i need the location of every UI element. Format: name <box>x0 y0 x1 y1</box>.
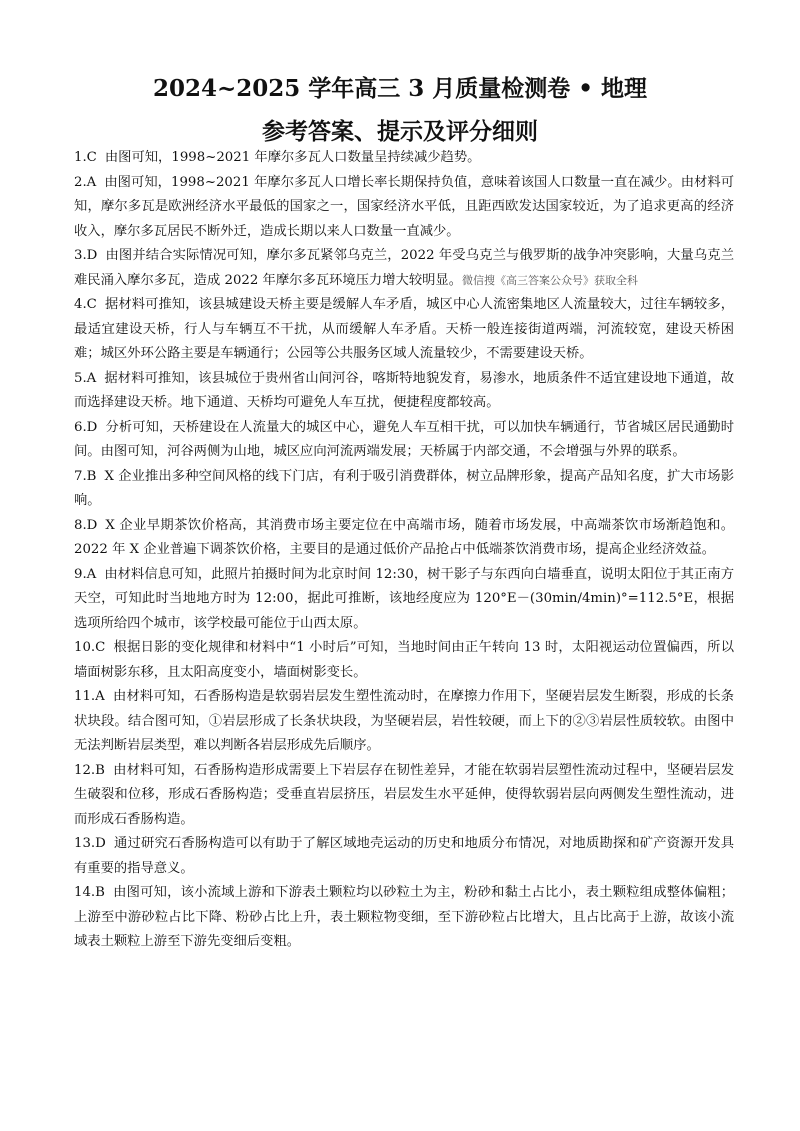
page-title: 2024~2025 学年高三 3 月质量检测卷 • 地理 <box>152 75 648 102</box>
watermark-text: 微信搜《高三答案公众号》获取全科 <box>462 273 639 287</box>
answer-list <box>74 146 734 955</box>
answer-label: 11.A <box>74 689 105 704</box>
answer-label: 6.D <box>74 419 98 435</box>
answer-explanation: 通过研究石香肠构造可以有助于了解区域地壳运动的历史和地质分布情况，对地质勘探和矿产资源开发具有重要的指导意义。 <box>74 836 734 876</box>
answer-label: 12.B <box>74 762 105 778</box>
answer-item-6 <box>74 416 734 465</box>
answer-label: 2.A <box>74 174 97 190</box>
answer-item-3 <box>74 244 734 293</box>
answer-explanation: 分析可知，天桥建设在人流量大的城区中心，避免人车互相干扰，可以加快车辆通行，节省城区居民通勤时间。由图可知，河谷两侧为山地，城区应向河流两端发展；天桥属于内部交通，不会增强与外界的联系。 <box>74 419 734 459</box>
answer-item-8 <box>74 514 734 563</box>
answer-explanation: 据材料可推知，该县城位于贵州省山间河谷，喀斯特地貌发育，易渗水，地质条件不适宜建设地下通道，故而选择建设天桥。地下通道、天桥均可避免人车互扰，便捷程度都较高。 <box>74 370 734 410</box>
answer-label: 5.A <box>74 370 97 386</box>
answer-item-9 <box>74 563 734 637</box>
answer-item-7 <box>74 465 734 514</box>
answer-label: 8.D <box>74 517 98 533</box>
answer-item-1 <box>74 146 734 171</box>
answer-item-14 <box>74 881 734 955</box>
answer-explanation: X 企业推出多种空间风格的线下门店，有利于吸引消费群体，树立品牌形象，提高产品知名度，扩大市场影响。 <box>74 468 734 508</box>
answer-explanation: 由图可知，1998~2021 年摩尔多瓦人口增长率长期保持负值，意味着该国人口数量一直在减少。由材料可知，摩尔多瓦是欧洲经济水平最低的国家之一，国家经济水平低，且距西欧发达国家较近，为了追求更高的经济收入，摩尔多瓦居民不断外迁，造成长期以来人口数量一直减少。 <box>74 174 734 239</box>
answer-label: 9.A <box>74 566 97 582</box>
answer-label: 13.D <box>74 836 106 851</box>
answer-explanation: 由图可知，1998~2021 年摩尔多瓦人口数量呈持续减少趋势。 <box>104 150 481 165</box>
answer-explanation: X 企业早期茶饮价格高，其消费市场主要定位在中高端市场，随着市场发展，中高端茶饮市场渐趋饱和。2022 年 X 企业普遍下调茶饮价格，主要目的是通过低价产品抢占中低端茶饮消费市场，提高企业经济效益。 <box>74 517 734 557</box>
answer-item-10 <box>74 636 734 685</box>
answer-explanation: 由材料可知，石香肠构造形成需要上下岩层存在韧性差异，才能在软弱岩层塑性流动过程中，坚硬岩层发生破裂和位移，形成石香肠构造；受垂直岩层挤压，岩层发生水平延伸，使得软弱岩层向两侧发生塑性流动，进而形成石香肠构造。 <box>74 762 734 827</box>
answer-label: 1.C <box>74 150 97 165</box>
answer-label: 14.B <box>74 885 105 900</box>
answer-item-2 <box>74 171 734 245</box>
answer-explanation: 由图并结合实际情况可知，摩尔多瓦紧邻乌克兰，2022 年受乌克兰与俄罗斯的战争冲突影响，大量乌克兰难民涌入摩尔多瓦，造成 2022 年摩尔多瓦环境压力增大较明显。 <box>74 248 734 288</box>
answer-item-4 <box>74 293 734 367</box>
answer-label: 4.C <box>74 297 97 312</box>
answer-explanation: 根据日影的变化规律和材料中“1 小时后”可知，当地时间由正午转向 13 时，太阳视运动位置偏西，所以墙面树影东移，且太阳高度变小，墙面树影变长。 <box>74 640 734 680</box>
answer-explanation: 由材料信息可知，此照片拍摄时间为北京时间 12:30，树干影子与东西向白墙垂直，说明太阳位于其正南方天空，可知此时当地地方时为 12:00，据此可推断，该地经度应为 120°E－(30min/4min)°=112.5°E，根据选项所给四个城市，该学校最可能位于山西太原。 <box>74 566 734 631</box>
answer-explanation: 据材料可推知，该县城建设天桥主要是缓解人车矛盾，城区中心人流密集地区人流量较大，过往车辆较多，最适宜建设天桥，行人与车辆互不干扰，从而缓解人车矛盾。天桥一般连接街道两端，河流较宽，建设天桥困难；城区外环公路主要是车辆通行；公园等公共服务区域人流量较少，不需要建设天桥。 <box>74 297 734 361</box>
answer-item-11 <box>74 685 734 759</box>
answer-explanation: 由图可知，该小流域上游和下游表土颗粒均以砂粒土为主，粉砂和黏土占比小，表土颗粒组成整体偏粗；上游至中游砂粒占比下降、粉砂占比上升，表土颗粒物变细，至下游砂粒占比增大，且占比高于上游，故该小流域表土颗粒上游至下游先变细后变粗。 <box>74 885 734 949</box>
answer-label: 7.B <box>74 468 97 484</box>
answer-item-13 <box>74 832 734 881</box>
page-subtitle: 参考答案、提示及评分细则 <box>262 118 538 145</box>
answer-explanation: 由材料可知，石香肠构造是软弱岩层发生塑性流动时，在摩擦力作用下，坚硬岩层发生断裂，形成的长条状块段。结合图可知，①岩层形成了长条状块段，为坚硬岩层，岩性较硬，而上下的②③岩层性质较软。由图中无法判断岩层类型，难以判断各岩层形成先后顺序。 <box>74 689 734 753</box>
answer-item-5 <box>74 367 734 416</box>
answer-label: 10.C <box>74 640 106 655</box>
answer-label: 3.D <box>74 248 98 263</box>
answer-item-12 <box>74 759 734 833</box>
